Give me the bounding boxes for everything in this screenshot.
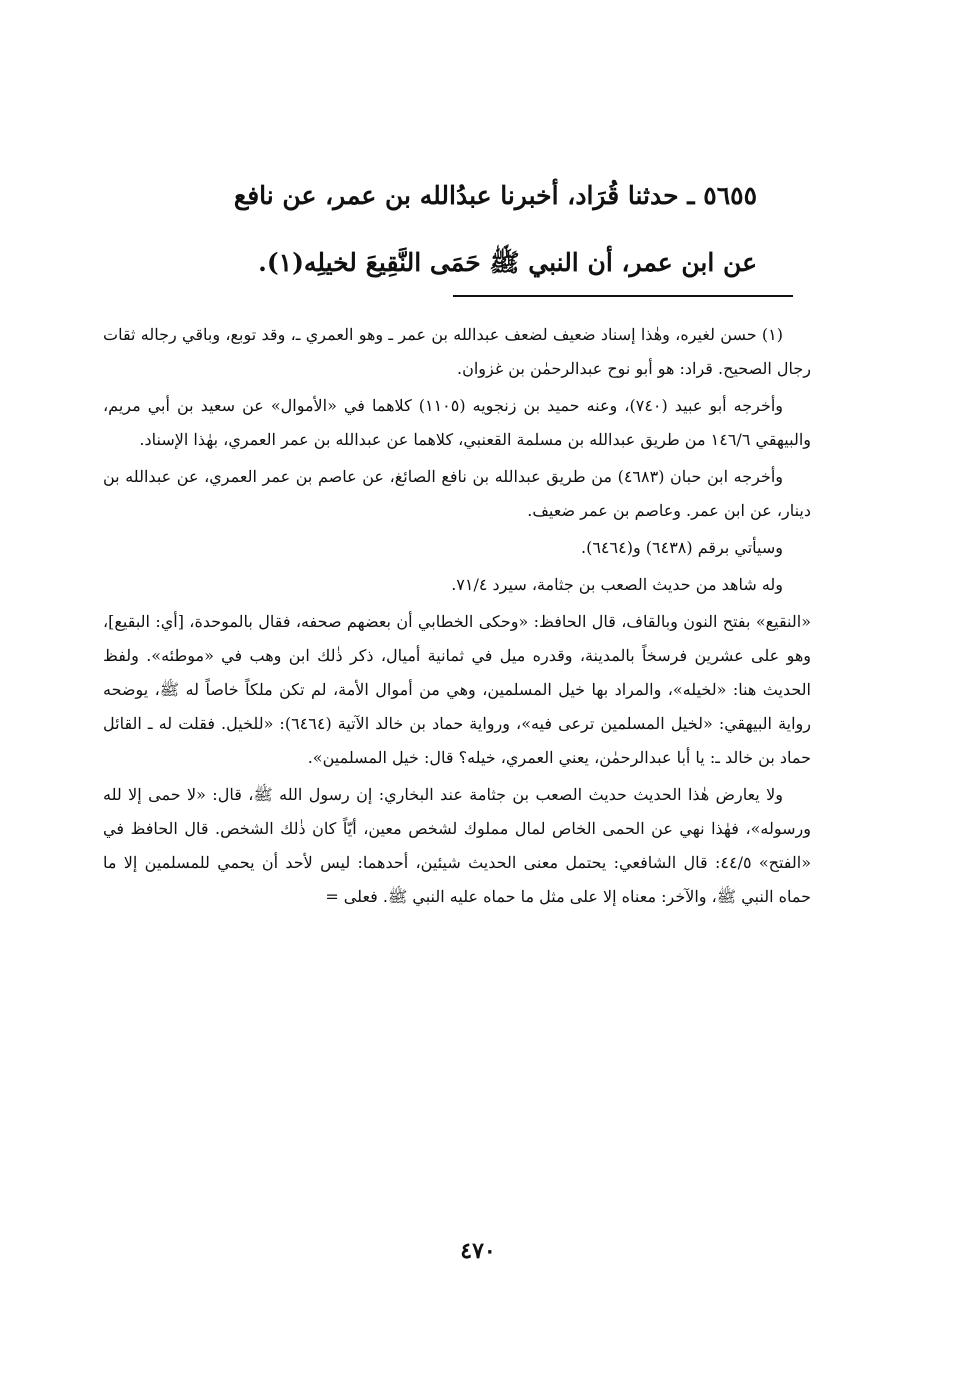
hadith-line-1: ٥٦٥٥ ـ حدثنا قُرَاد، أخبرنا عبدُالله بن عمر، عن نافع — [233, 181, 757, 210]
footnote-paragraph: وأخرجه أبو عبيد (٧٤٠)، وعنه حميد بن زنجويه (١١٠٥) كلاهما في «الأموال» عن سعيد بن أبي مريم، والبيهقي ١٤٦/٦ من طريق عبدالله بن مسلمة القعنبي، كلاهما عن عبدالله بن عمر العمري، بهٰذا الإسناد. — [103, 396, 811, 449]
footnote-paragraph: وله شاهد من حديث الصعب بن جثامة، سيرد ٧١/٤. — [451, 575, 783, 594]
footnote-paragraph: وسيأتي برقم (٦٤٣٨) و(٦٤٦٤). — [581, 538, 783, 557]
footnote-separator — [453, 295, 793, 297]
footnote-paragraph: وأخرجه ابن حبان (٤٦٨٣) من طريق عبدالله بن نافع الصائغ، عن عاصم بن عمر العمري، عن عبدالله بن دينار، عن ابن عمر. وعاصم بن عمر ضعيف. — [103, 467, 811, 520]
footnote-paragraph: «النقيع» بفتح النون وبالقاف، قال الحافظ: «وحكى الخطابي أن بعضهم صحفه، فقال بالموحدة، [أي: البقيع]، وهو على عشرين فرسخاً بالمدينة، وقدره ميل في ثمانية أميال، ذكر ذٰلك ابن وهب في «موطئه». ولفظ الحديث هنا: «لخيله»، والمراد بها خيل المسلمين، وهي من أموال الأمة، لم تكن ملكاً خاصاً له ﷺ، يوضحه رواية البيهقي: «لخيل المسلمين ترعى فيه»، ورواية حماد بن خالد الآتية (٦٤٦٤): «للخيل. فقلت له ـ القائل حماد بن خالد ـ: يا أبا عبدالرحمٰن، يعني العمري، خيله؟ قال: خيل المسلمين». — [103, 612, 811, 767]
hadith-text — [105, 162, 757, 296]
footnote-paragraph: ولا يعارض هٰذا الحديث حديث الصعب بن جثامة عند البخاري: إن رسول الله ﷺ، قال: «لا حمى إلا لله ورسوله»، فهٰذا نهي عن الحمى الخاص لمال مملوك لشخص معين، أيّاً كان ذٰلك الشخص. قال الحافظ في «الفتح» ٤٤/٥: قال الشافعي: يحتمل معنى الحديث شيئين، أحدهما: ليس لأحد أن يحمي للمسلمين إلا ما حماه النبي ﷺ، والآخر: معناه إلا على مثل ما حماه عليه النبي ﷺ. فعلى = — [103, 785, 812, 906]
hadith-line-2: عن ابن عمر، أن النبي ﷺ حَمَى النَّقِيعَ لخيلِه(١). — [258, 248, 757, 277]
footnote-paragraph: (١) حسن لغيره، وهٰذا إسناد ضعيف لضعف عبدالله بن عمر ـ وهو العمري ـ، وقد توبع، وباقي رجاله ثقات رجال الصحيح. قراد: هو أبو نوح عبدالرحمٰن بن غزوان. — [103, 325, 811, 378]
page-number: ٤٧٠ — [460, 1238, 496, 1264]
footnotes-section — [103, 318, 811, 917]
